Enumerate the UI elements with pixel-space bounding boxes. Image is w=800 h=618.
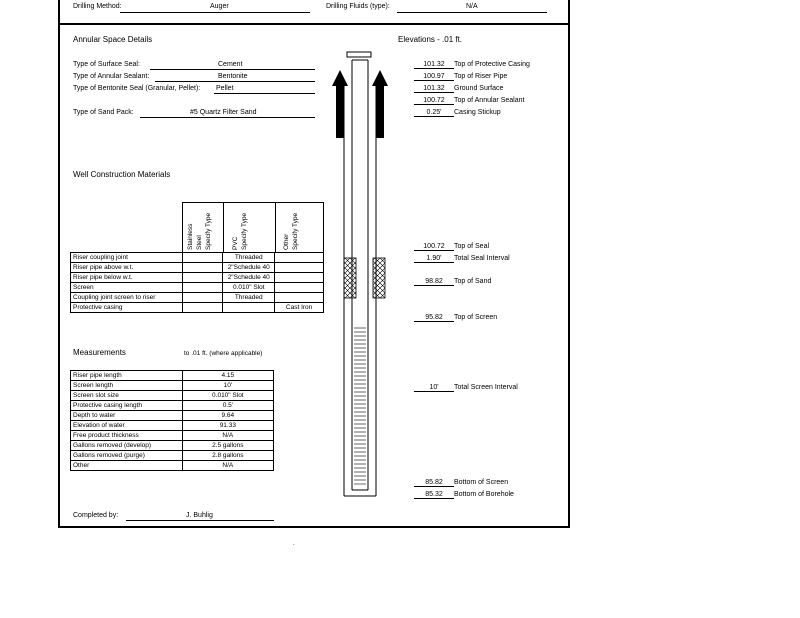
measurements-row [71,401,274,411]
col-header-stainless: Stainless Steel Specify Type [187,212,212,250]
completed-by-value: J. Buhlig [186,512,213,519]
elevation-label: Bottom of Borehole [454,491,514,498]
col-header-pvc: PVC Specify Type [232,212,248,250]
measurements-row [71,451,274,461]
completed-by-underline [126,520,274,521]
measurement-label: Elevation of water [71,421,183,431]
measurements-row [71,381,274,391]
elevation-label: Top of Seal [454,243,490,250]
elevation-value: 1.90' [414,255,454,263]
annular-title: Annular Space Details [73,35,153,44]
drilling-fluids-label: Drilling Fluids (type): [326,3,390,10]
elevation-label: Total Screen Interval [454,384,518,391]
elevation-value: 10' [414,384,454,392]
measurement-label: Screen length [71,381,183,391]
measurements-row [71,391,274,401]
annular-sealant-underline [155,81,315,82]
elevation-label: Ground Surface [454,85,504,92]
measurement-value: 2.5 gallons [182,441,273,451]
measurements-title: Measurements [73,348,126,357]
measurements-row [71,421,274,431]
measurement-label: Gallons removed (develop) [71,441,183,451]
elevation-value: 85.32 [414,491,454,499]
materials-cell-label: Coupling joint screen to riser [71,293,183,303]
materials-cell-pvc: 2"Schedule 40 [223,273,275,283]
sand-pack-label: Type of Sand Pack: [73,109,134,116]
materials-cell-other [275,283,324,293]
materials-cell-label: Riser pipe above w.t. [71,263,183,273]
elevation-value: 100.72 [414,243,454,251]
elevations-title: Elevations - .01 ft. [398,35,463,44]
elevation-label: Top of Riser Pipe [454,73,508,80]
materials-cell-pvc: 0.010" Slot [223,283,275,293]
elevation-value: 101.32 [414,61,454,69]
materials-cell-other [275,273,324,283]
materials-cell-pvc: 2"Schedule 40 [223,263,275,273]
elevation-label: Top of Protective Casing [454,61,530,68]
measurement-label: Gallons removed (purge) [71,451,183,461]
well-diagram [330,48,402,500]
materials-cell-label: Protective casing [71,303,183,313]
bentonite-seal-value: Pellet [216,85,234,92]
materials-cell-ss [182,263,223,273]
annular-sealant-value: Bentonite [218,73,248,80]
col-header-other: Other Specify Type [283,212,299,250]
bentonite-seal-label: Type of Bentonite Seal (Granular, Pellet): [73,85,201,92]
materials-cell-other: Cast Iron [275,303,324,313]
elevation-value: 85.82 [414,479,454,487]
sand-pack-underline [140,117,315,118]
casing-cap [347,52,371,57]
header-divider-2 [275,202,276,252]
elevation-value: 100.97 [414,73,454,81]
materials-cell-pvc: Threaded [223,293,275,303]
header-divider [58,23,570,25]
drilling-method-label: Drilling Method: [73,3,122,10]
elevation-label: Top of Screen [454,314,498,321]
surface-seal-underline [150,69,315,70]
measurement-value: N/A [182,431,273,441]
materials-cell-ss [182,293,223,303]
elevation-label: Casing Stickup [454,109,501,116]
drilling-method-value: Auger [210,3,229,10]
sand-pack-value: #5 Quartz Filter Sand [190,109,257,116]
screen-slots [354,328,366,484]
surface-seal-value: Cement [218,61,243,68]
materials-cell-ss [182,253,223,263]
measurements-row [71,371,274,381]
measurement-value: 4.15 [182,371,273,381]
materials-cell-other [275,253,324,263]
materials-row [71,283,324,293]
measurement-value: 91.33 [182,421,273,431]
measurement-label: Depth to water [71,411,183,421]
elevation-value: 95.82 [414,314,454,322]
measurements-row [71,431,274,441]
measurement-label: Other [71,461,183,471]
measurement-label: Riser pipe length [71,371,183,381]
measurement-value: 10' [182,381,273,391]
completed-by-label: Completed by: [73,512,119,519]
materials-table [70,252,324,313]
materials-title: Well Construction Materials [73,170,171,179]
elevation-value: 0.25' [414,109,454,117]
measurement-value: 0.010" Slot [182,391,273,401]
materials-cell-ss [182,303,223,313]
measurement-value: 2.8 gallons [182,451,273,461]
bentonite-seal-underline [214,93,315,94]
measurement-label: Free product thickness [71,431,183,441]
measurement-value: N/A [182,461,273,471]
drilling-fluids-underline [397,12,547,13]
measurements-table [70,370,274,471]
measurements-row [71,411,274,421]
header-divider-1 [223,202,224,252]
materials-row [71,303,324,313]
surface-seal-right [372,70,388,138]
elevation-value: 100.72 [414,97,454,105]
materials-row [71,293,324,303]
drilling-fluids-value: N/A [466,3,478,10]
stray-mark: . [293,541,295,547]
bentonite-seal-right [373,258,385,298]
measurement-label: Screen slot size [71,391,183,401]
measurement-label: Protective casing length [71,401,183,411]
elevation-label: Total Seal Interval [454,255,510,262]
drilling-method-underline [120,12,310,13]
annular-sealant-label: Type of Annular Sealant: [73,73,150,80]
materials-cell-label: Screen [71,283,183,293]
materials-cell-ss [182,273,223,283]
materials-cell-label: Riser pipe below w.t. [71,273,183,283]
materials-row [71,263,324,273]
elevation-value: 101.32 [414,85,454,93]
elevation-label: Top of Annular Sealant [454,97,525,104]
measurement-value: 0.5' [182,401,273,411]
elevation-label: Top of Sand [454,278,492,285]
surface-seal-left [332,70,348,138]
bentonite-seal-left [344,258,356,298]
materials-row [71,273,324,283]
measurements-row [71,441,274,451]
materials-cell-pvc [223,303,275,313]
materials-cell-other [275,263,324,273]
materials-cell-pvc: Threaded [223,253,275,263]
measurements-subtitle: to .01 ft. (where applicable) [184,350,263,357]
materials-cell-label: Riser coupling joint [71,253,183,263]
materials-row [71,253,324,263]
elevation-value: 98.82 [414,278,454,286]
surface-seal-label: Type of Surface Seal: [73,61,140,68]
elevation-label: Bottom of Screen [454,479,509,486]
materials-cell-ss [182,283,223,293]
materials-cell-other [275,293,324,303]
measurement-value: 9.64 [182,411,273,421]
measurements-row [71,461,274,471]
